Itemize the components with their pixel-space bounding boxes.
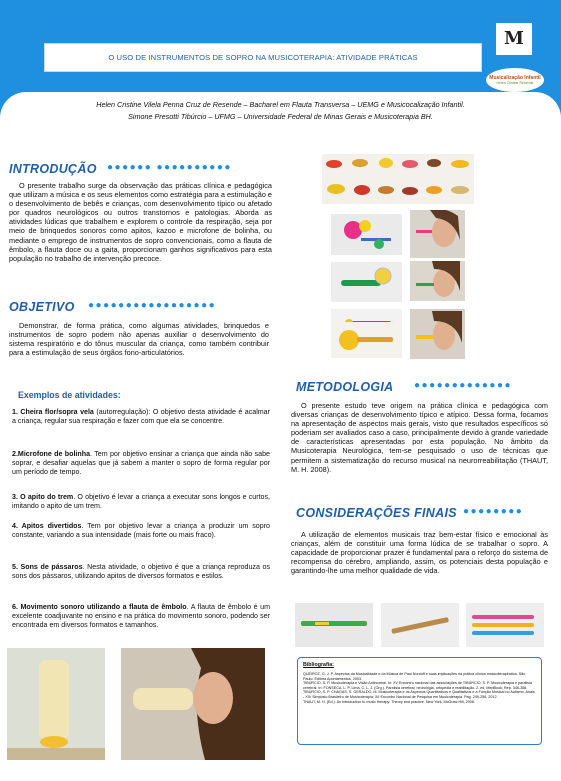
bibliografia-ref: TIBÚRCIO, S. P. CHAGAS, S. GERALDO, M. Musicoterapia e os Aspectos Quantitativos e Qualitativos e a Função Musical no Autismo. Anais - XIV Simpósio Brasileiro de Musicoterapia; XII Encontro Nacional de Pesquisa em Musicoterapia. Pag. 249-256, 2012.: [303, 690, 535, 699]
metodologia-text: O presente estudo teve origem na prática clínica e pedagógica com diversas crianças de desenvolvimento típico e atípico. Dessa forma, focamos na apresentação de aspectos mais gerais, visto que resultados específicos só poderiam ser avaliados caso a caso, principalmente devido à grande variedade de características apresentadas por esta população. No âmbito da Musicoterapia Neurológica, tem-se pesquisado o uso de técnicas que permitem a sistematização do recurso musical na neurorreabilitação (THAUT, M. H. 2008).: [291, 401, 548, 474]
woman-blowing-pinwheel-photo: [410, 210, 465, 258]
title-box: [44, 43, 482, 72]
exemplo-item-2: 2.Microfone de bolinha. Tem por objetivo ensinar a criança que ainda não sabe soprar, e desafiar aquelas que já sabem a manter o sopro de forma regular por um período de tempo.: [12, 450, 270, 476]
pinwheel-toy-photo: [331, 214, 402, 255]
bibliografia-ref: THAUT, M. H. (Ed.). An introduction to music therapy: Theory and practice. New York: McGraw-Hill, 2008.: [303, 699, 475, 704]
bibliografia-ref: TIBÚRCIO, S. P. Musicoterapia e Visão Antinormal. In: XV Encontro nacional das associações de TIBÚRCIO, S. P. Musicoterapia e paralisia cerebral. In: FONSECA, L. P. Lima, C. L. J. (Org.). Paralisia cerebral, neurologia, ortopedia e reabilitação. 2. ed. MedBook; Rep. 346-358.: [303, 681, 532, 690]
exemplos-heading: Exemplos de atividades:: [18, 390, 121, 400]
metodologia-heading: METODOLOGIA: [296, 380, 394, 394]
bibliografia-box: [297, 657, 542, 745]
plastic-slide-whistle-photo: [466, 603, 544, 647]
objetivo-text: Demonstrar, de forma prática, como algumas atividades, brinquedos e instrumentos de sopro podem não apenas auxiliar o desenvolvimento do sistema respiratório e do tônus muscular da criança, como também contribuir para a estimulação de seus órgãos fono-articulatórios.: [9, 321, 269, 358]
exemplo-item-1: 1. Cheira flor/sopra vela (autorregulação): O objetivo desta atividade é acalmar a criança, regular sua respiração e fazer com que ela se concentre.: [12, 408, 270, 425]
slide-whistle-photo: [295, 603, 373, 647]
introducao-heading: INTRODUÇÃO: [9, 162, 97, 176]
uemg-logo: [496, 23, 532, 55]
poster-title: O USO DE INSTRUMENTOS DE SOPRO NA MUSICOTERAPIA: ATIVIDADE PRÁTICAS: [108, 53, 418, 62]
whistles-grid-photo: [322, 154, 474, 204]
exemplo-item-3: 3. O apito do trem. O objetivo é levar a criança a executar sons longos e curtos, imitando o apito de um trem.: [12, 493, 270, 510]
consideracoes-heading: CONSIDERAÇÕES FINAIS: [296, 506, 457, 520]
whistle-icon: [326, 160, 342, 168]
metodologia-dots: ●●●●●●●●●●●●●: [414, 380, 513, 391]
introducao-dots: ●●●●●● ●●●●●●●●●●: [107, 162, 232, 173]
microphone-ball-photo: [331, 262, 402, 302]
exemplo-item-4: 4. Apitos divertidos. Tem por objetivo levar a criança a produzir um sopro constante, variando a sua intensidade (mais forte ou mais fraco).: [12, 522, 270, 539]
exemplo-item-5: 5. Sons de pássaros. Nesta atividade, o objetivo é que a criança reproduza os sons dos pássaros, utilizando apitos de diversos formatos e estilos.: [12, 563, 270, 580]
authors-line2: Simone Presotti Tibúrcio – UFMG – Universidade Federal de Minas Gerais e Musicoterapia BH.: [128, 112, 433, 121]
authors-line1: Helen Cristine Vilela Penna Cruz de Resende – Bacharel em Flauta Transversa – UEMG e Musicocalização Infantil.: [96, 100, 465, 109]
objetivo-dots: ●●●●●●●●●●●●●●●●●: [88, 300, 217, 311]
wooden-slide-whistle-photo: [381, 603, 459, 647]
yellow-whistle-photo: [331, 322, 402, 358]
exemplo-item-6: 6. Movimento sonoro utilizando a flauta de êmbolo. A flauta de êmbolo é um excelente coadjuvante no ensino e na prática do movimento sonoro, podendo ser encontrada em diversos formatos e tamanhos.: [12, 603, 270, 629]
girl-blowing-bottle-photo: [121, 648, 265, 760]
introducao-text: O presente trabalho surge da observação das práticas clínica e pedagógica que utilizam a música e os seus elementos como estratégia para a estimulação e o desenvolvimento de bebês e crianças, com desenvolvimento típico ou afetado por quadros neurológicos ou outros transtornos e patologias. Aborda as atividades lúdicas que trabalhem e explorem o controle da respiração, seja por meio de brinquedos sonoros como apitos, kazoo e microfone de bolinha, ou mediante o emprego de instrumentos de sopro convencionais, como a flauta de êmbolo, a flauta doce ou a gaita, proporcionam ganhos significativos para esta população no trabalho de intervenção precoce.: [9, 181, 272, 263]
consideracoes-text: A utilização de elementos musicais traz bem-estar físico e emocional às crianças, além de constituir uma forma lúdica de se trabalhar o sopro. A capacidade de proporcionar prazer é fundamental para o reforço do sistema de recompensa do cérebro, ampliando, assim, os potenciais desta população e garantindo-lhe uma melhor qualidade de vida.: [291, 530, 548, 576]
musicalizacao-badge: [486, 68, 544, 92]
woman-blowing-toy-photo: [410, 261, 465, 301]
objetivo-heading: OBJETIVO: [9, 300, 75, 314]
bottle-candle-photo: [7, 648, 105, 760]
bibliografia-ref: QUEIROZ, G. J. P. Aspectos da Musicalidade e da Música de Paul Nordoff e suas implicações na prática clínica musicoterapêutica. São Paulo: Editora Apontamentos, 2003.: [303, 672, 526, 681]
logo-text: M: [504, 28, 524, 49]
badge-line2: Helen Cristine Resende: [496, 81, 534, 85]
bibliografia-list: [303, 672, 536, 704]
bibliografia-heading: Bibliografia:: [303, 662, 334, 668]
consideracoes-dots: ●●●●●●●●: [463, 506, 524, 517]
woman-blowing-whistle-photo: [410, 309, 465, 359]
badge-line1: Musicalização Infantil: [489, 75, 541, 81]
